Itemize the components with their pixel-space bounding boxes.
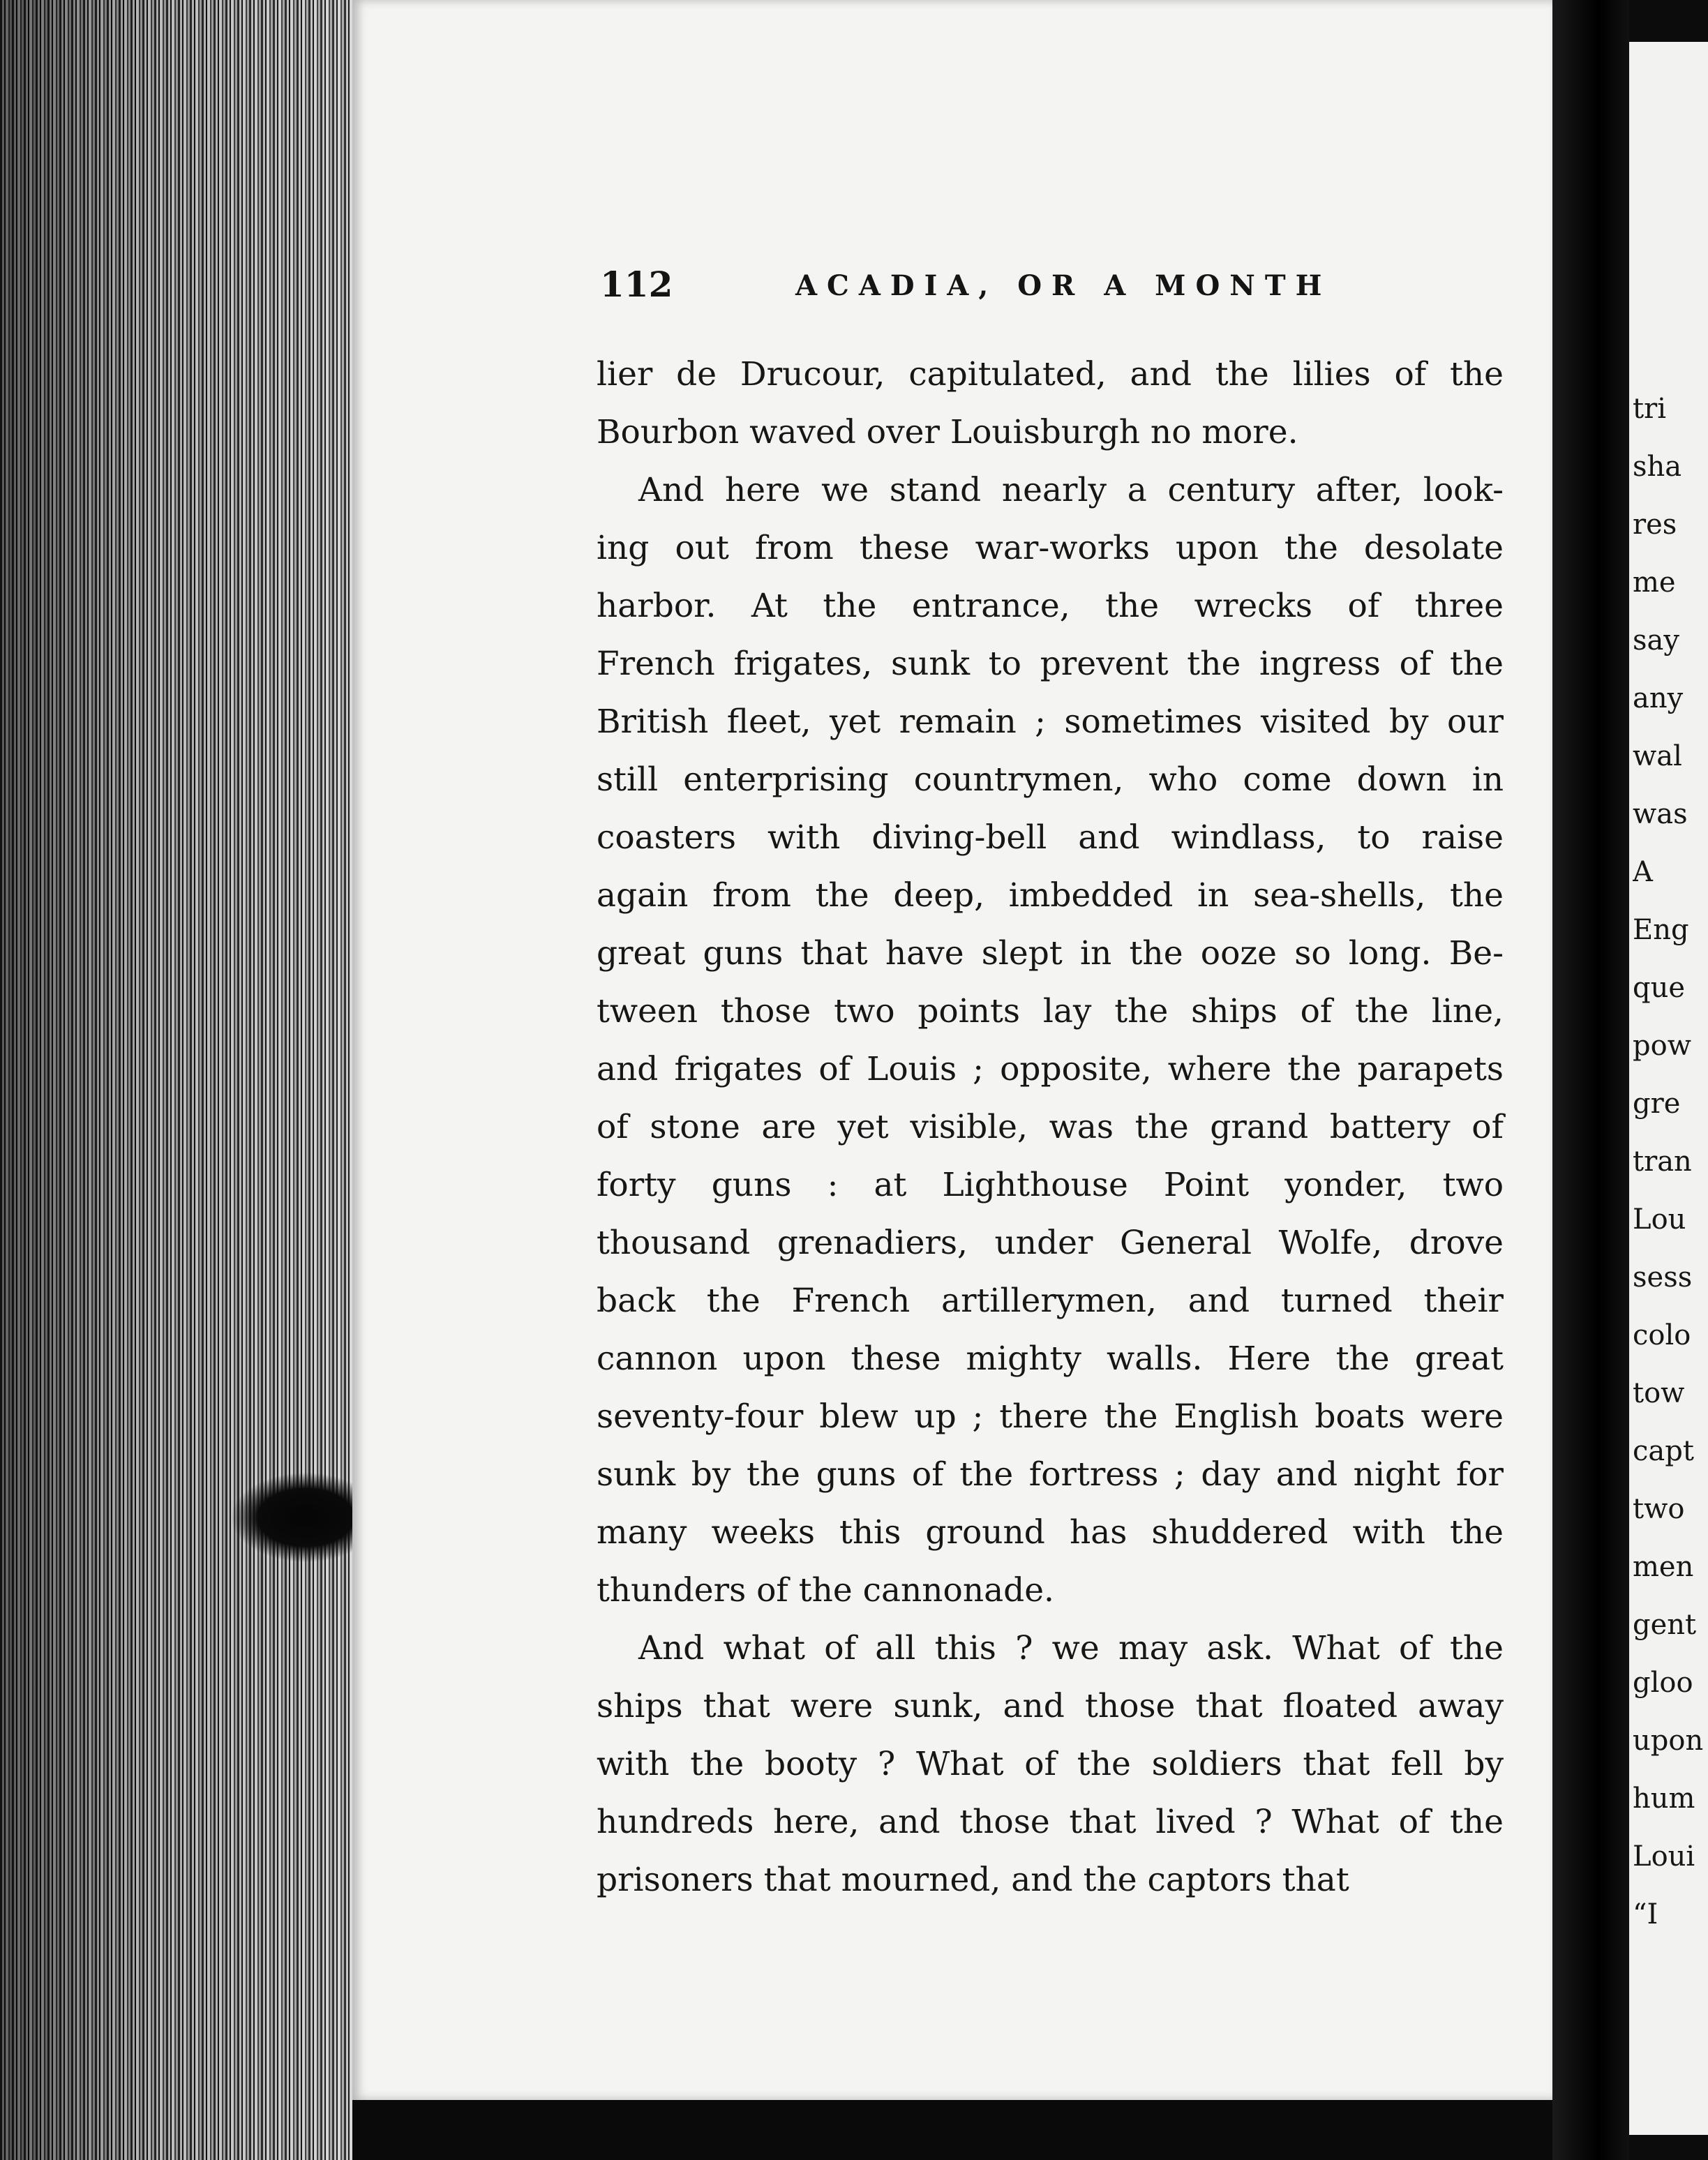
text-line: British fleet, yet remain ; sometimes visited by our: [597, 703, 1504, 741]
text-line: back the French artillerymen, and turned their: [597, 1282, 1504, 1320]
facing-text-fragment: any: [1633, 682, 1684, 714]
text-line: with the booty ? What of the soldiers that fell by: [597, 1745, 1504, 1783]
text-line: And what of all this ? we may ask. What of the: [638, 1629, 1504, 1667]
running-head-title: ACADIA, OR A MONTH: [795, 269, 1332, 302]
facing-text-fragment: que: [1633, 972, 1686, 1004]
text-line: prisoners that mourned, and the captors that: [597, 1861, 1349, 1899]
text-line: ships that were sunk, and those that floated away: [597, 1687, 1504, 1725]
facing-text-fragment: Loui: [1633, 1840, 1695, 1873]
facing-text-fragment: me: [1633, 567, 1676, 599]
text-line: tween those two points lay the ships of the line,: [597, 992, 1504, 1030]
running-head: [600, 264, 1507, 320]
facing-text-fragment: Lou: [1633, 1203, 1686, 1236]
text-line: Bourbon waved over Louisburgh no more.: [597, 413, 1298, 451]
text-line: many weeks this ground has shuddered with the: [597, 1513, 1504, 1552]
text-line: harbor. At the entrance, the wrecks of three: [597, 587, 1504, 625]
facing-text-fragment: say: [1633, 624, 1679, 657]
facing-text-fragment: sess: [1633, 1261, 1693, 1293]
facing-text-fragment: gent: [1633, 1609, 1697, 1641]
text-line: hundreds here, and those that lived ? What of the: [597, 1803, 1504, 1841]
facing-text-fragment: A: [1633, 856, 1653, 888]
facing-text-fragment: men: [1633, 1551, 1694, 1583]
facing-text-fragment: gloo: [1633, 1667, 1693, 1699]
facing-text-fragment: Eng: [1633, 914, 1689, 946]
facing-text-fragment: gre: [1633, 1088, 1681, 1120]
text-line: coasters with diving-bell and windlass, to raise: [597, 818, 1504, 857]
facing-text-fragment: res: [1633, 509, 1677, 541]
text-line: thousand grenadiers, under General Wolfe, drove: [597, 1224, 1504, 1262]
text-line: ing out from these war-works upon the desolate: [597, 529, 1504, 567]
facing-text-fragment: two: [1633, 1493, 1685, 1525]
paragraph: [597, 461, 1504, 1619]
text-line: thunders of the cannonade.: [597, 1571, 1054, 1610]
paragraph: [597, 345, 1504, 461]
facing-text-fragment: upon: [1633, 1725, 1704, 1757]
text-line: lier de Drucour, capitulated, and the lilies of the: [597, 355, 1504, 393]
text-line: and frigates of Louis ; opposite, where the parapets: [597, 1050, 1504, 1088]
facing-text-fragment: pow: [1633, 1030, 1691, 1062]
facing-text-fragment: “I: [1633, 1898, 1658, 1930]
page-gutter: [1552, 0, 1629, 2160]
text-line: again from the deep, imbedded in sea-shells, the: [597, 876, 1504, 915]
text-line: seventy-four blew up ; there the English boats were: [597, 1397, 1504, 1436]
text-line: cannon upon these mighty walls. Here the great: [597, 1340, 1504, 1378]
facing-text-fragment: wal: [1633, 740, 1682, 772]
text-line: of stone are yet visible, was the grand battery of: [597, 1108, 1504, 1146]
ink-blot: [230, 1472, 356, 1563]
text-line: sunk by the guns of the fortress ; day and night for: [597, 1455, 1504, 1494]
text-line: forty guns : at Lighthouse Point yonder, two: [597, 1166, 1504, 1204]
text-line: still enterprising countrymen, who come down in: [597, 760, 1504, 799]
body-text: [597, 345, 1504, 1909]
facing-text-fragment: sha: [1633, 451, 1682, 483]
facing-text-fragment: colo: [1633, 1319, 1691, 1351]
facing-text-fragment: capt: [1633, 1435, 1694, 1467]
text-line: And here we stand nearly a century after, look-: [638, 471, 1504, 509]
facing-text-fragment: tri: [1633, 393, 1666, 425]
page-bottom-edge: [352, 2100, 1552, 2160]
facing-text-fragment: hum: [1633, 1783, 1695, 1815]
facing-page-text: [1633, 380, 1708, 1944]
facing-text-fragment: tow: [1633, 1377, 1685, 1409]
text-line: great guns that have slept in the ooze so long. Be-: [597, 934, 1504, 973]
facing-text-fragment: tran: [1633, 1146, 1692, 1178]
page-edges-shadow: [0, 0, 363, 2160]
text-line: French frigates, sunk to prevent the ingress of the: [597, 645, 1504, 683]
facing-text-fragment: was: [1633, 798, 1688, 830]
paragraph: [597, 1619, 1504, 1909]
page-number: 112: [600, 264, 673, 305]
